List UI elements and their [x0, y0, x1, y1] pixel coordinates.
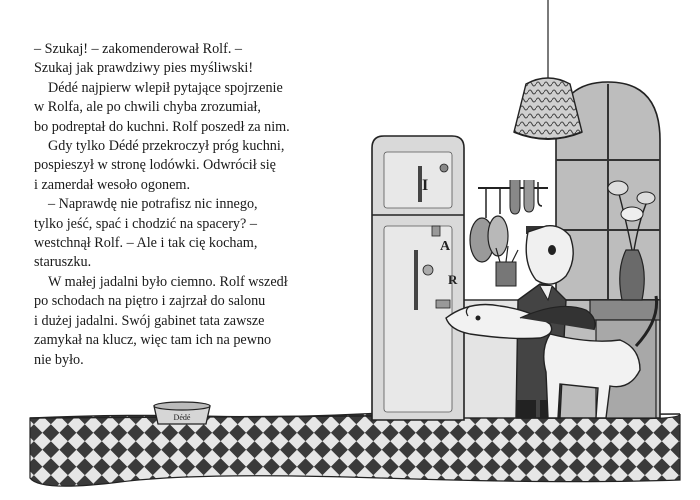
- text-line: Gdy tylko Dédé przekroczył próg kuchni,: [48, 138, 285, 155]
- text-line: zamykał na klucz, więc tam ich na pewno: [34, 332, 272, 349]
- pendant-lamp: [514, 0, 582, 139]
- text-line: pospieszył w stronę lodówki. Odwrócił się: [34, 157, 276, 174]
- text-line: – Szukaj! – zakomenderował Rolf. –: [34, 41, 243, 57]
- text-line: staruszku.: [34, 254, 92, 271]
- fridge-magnet-letter: A: [440, 239, 451, 254]
- text-line: westchnął Rolf. – Ale i tak cię kocham,: [34, 235, 258, 252]
- text-line: Szukaj jak prawdziwy pies myśliwski!: [34, 60, 254, 77]
- text-line: po schodach na piętro i zajrzał do salonu: [34, 293, 266, 310]
- text-line: i zamerdał wesoło ogonem.: [34, 176, 191, 193]
- text-line: bo podreptał do kuchni. Rolf poszedł za nim.: [34, 118, 290, 135]
- fridge-magnet-letter: R: [448, 272, 458, 287]
- text-line: W małej jadalni było ciemno. Rolf wszedł: [48, 273, 288, 290]
- dog-bowl: [154, 402, 210, 424]
- refrigerator: [372, 136, 464, 420]
- text-line: tylko jeść, spać i chodzić na spacery? –: [34, 215, 257, 232]
- checkered-floor: [30, 412, 680, 486]
- bowl-name-label: Dédé: [173, 413, 191, 422]
- text-line: – Naprawdę nie potrafisz nic innego,: [48, 196, 258, 213]
- text-line: Dédé najpierw wlepił pytające spojrzenie: [48, 79, 283, 96]
- text-line: i dużej jadalni. Swój gabinet tata zawsze: [34, 312, 265, 329]
- fridge-magnet-letter: I: [422, 177, 429, 194]
- text-line: w Rolfa, ale po chwili chyba zrozumiał,: [34, 99, 261, 116]
- text-line: nie było.: [34, 351, 84, 368]
